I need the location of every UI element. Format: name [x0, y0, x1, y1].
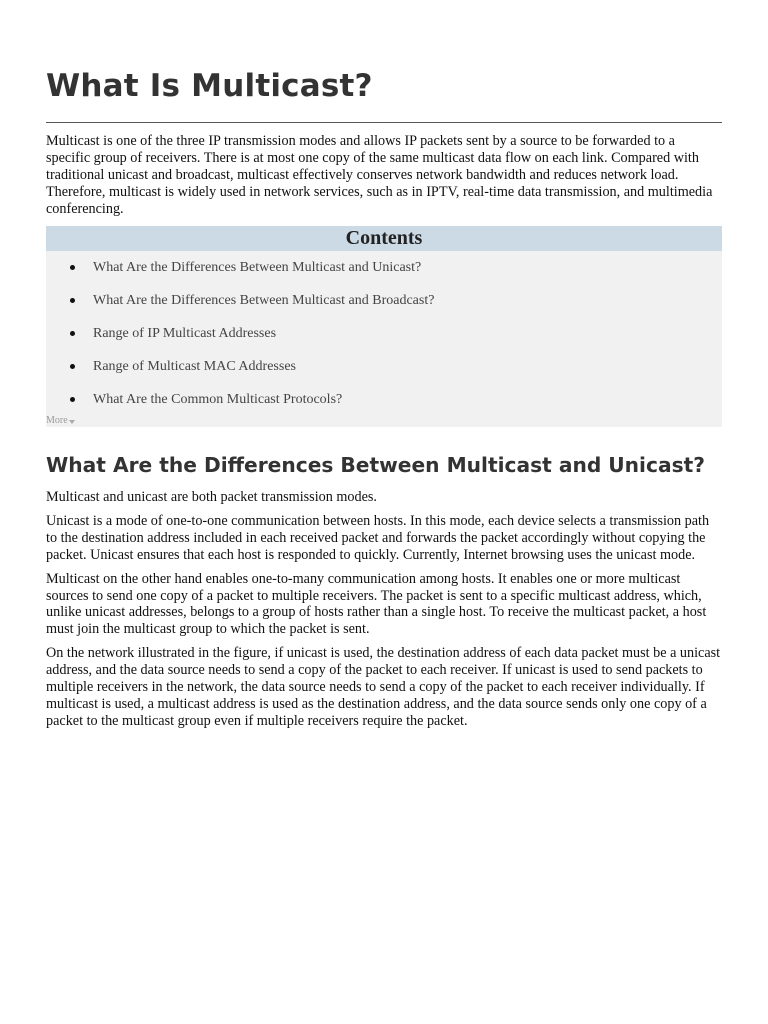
intro-paragraph: Multicast is one of the three IP transmission modes and allows IP packets sent by a source to be forwarded to a specific group of receivers. There is at most one copy of the same multicast data flow on each link. Compared with traditional unicast and broadcast, multicast effectively conserves network bandwidth and reduces network load. Therefore, multicast is widely used in network services, such as in IPTV, real-time data transmission, and multimedia conferencing. — [46, 133, 713, 217]
bullet-icon — [70, 265, 75, 270]
contents-item[interactable] — [68, 284, 701, 317]
contents-link[interactable]: What Are the Differences Between Multicast and Broadcast? — [93, 293, 435, 308]
contents-item[interactable] — [68, 383, 701, 415]
section-heading: What Are the Differences Between Multicast and Unicast? — [46, 453, 705, 477]
contents-link[interactable]: Range of Multicast MAC Addresses — [93, 359, 296, 374]
chevron-down-icon — [69, 420, 75, 424]
contents-item[interactable] — [68, 317, 701, 350]
contents-item[interactable] — [68, 350, 701, 383]
bullet-icon — [70, 331, 75, 336]
table-of-contents — [46, 226, 722, 427]
bullet-icon — [70, 397, 75, 402]
contents-link[interactable]: What Are the Differences Between Multicast and Unicast? — [93, 260, 422, 275]
section-paragraph: Multicast and unicast are both packet transmission modes. — [46, 489, 377, 505]
section-paragraph: Multicast on the other hand enables one-to-many communication among hosts. It enables one or more multicast sources to send one copy of a packet to multiple receivers. The packet is sent to a specific multicast address, which, unlike unicast addresses, belongs to a group of hosts rather than a single host. To receive the multicast packet, a host must join the multicast group to which the packet is sent. — [46, 570, 707, 638]
contents-list-container — [68, 251, 701, 415]
bullet-icon — [70, 364, 75, 369]
bullet-icon — [70, 298, 75, 303]
section-body — [46, 489, 722, 737]
more-label: More — [46, 415, 68, 426]
contents-item[interactable] — [68, 251, 701, 284]
contents-list — [68, 251, 701, 415]
section-paragraph: Unicast is a mode of one-to-one communication between hosts. In this mode, each device selects a transmission path to the destination address included in each received packet and forwards the packet accordingly without copying the packet. Unicast ensures that each host is responded to quickly. Currently, Internet browsing uses the unicast mode. — [46, 512, 710, 563]
section-paragraph: On the network illustrated in the figure, if unicast is used, the destination address of each data packet must be a unicast address, and the data source needs to send a copy of the packet to each receiver. If unicast is used to send packets to multiple receivers in the network, the data source needs to send a copy of the packet to each receiver individually. If multicast is used, a multicast address is used as the destination address, and the data source sends only one copy of a packet to the multicast group even if multiple receivers require the packet. — [46, 645, 721, 729]
contents-link[interactable]: Range of IP Multicast Addresses — [93, 326, 277, 341]
contents-header: Contents — [46, 226, 722, 251]
page-title: What Is Multicast? — [46, 68, 373, 104]
title-divider — [46, 122, 722, 123]
more-toggle[interactable] — [46, 415, 75, 427]
contents-link[interactable]: What Are the Common Multicast Protocols? — [93, 392, 343, 407]
